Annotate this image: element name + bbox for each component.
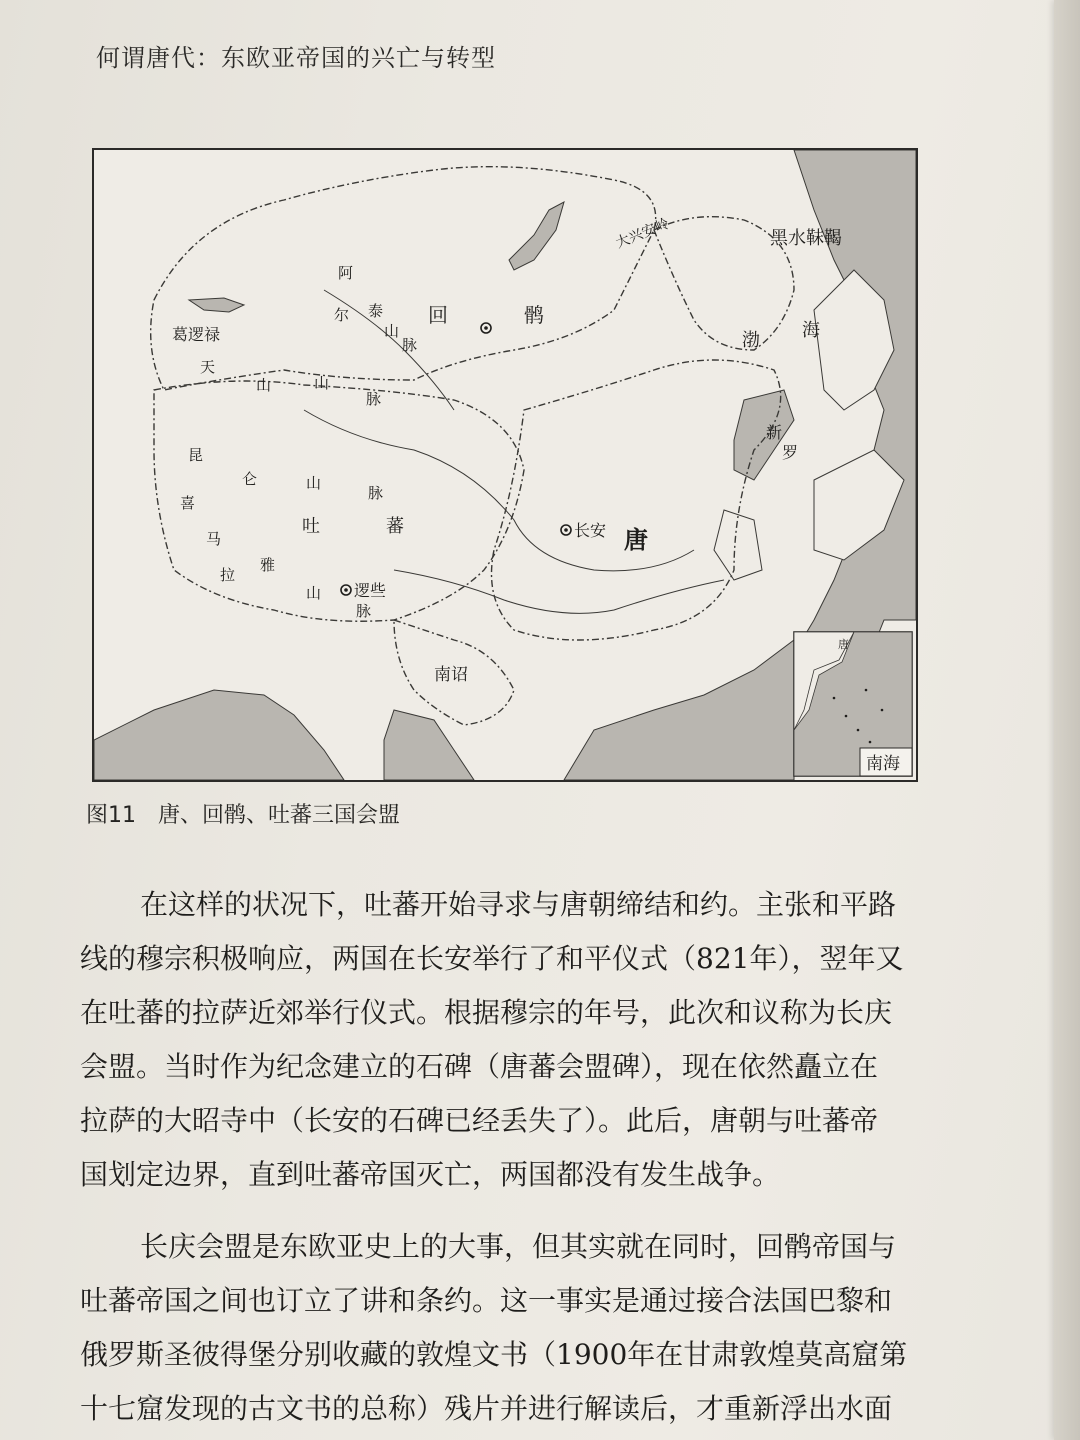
label-altai-mai: 脉 (402, 336, 418, 354)
label-altai-a: 阿 (338, 264, 354, 282)
inset-map-south-china-sea (794, 632, 912, 776)
label-himalaya-mai: 脉 (356, 602, 372, 620)
paragraph-1-line-1: 在这样的状况下，吐蕃开始寻求与唐朝缔结和约。主张和平路 (140, 888, 897, 921)
label-tianshan-shan2: 山 (314, 374, 330, 392)
paragraph-1-line-2: 线的穆宗积极响应，两国在长安举行了和平仪式（821年），翌年又 (80, 942, 904, 975)
label-tubo-tu: 吐 (302, 516, 320, 537)
label-xinluo-xin: 新 (766, 423, 783, 442)
figure-number: 图11 (86, 803, 136, 828)
paragraph-1-line-4: 会盟。当时作为纪念建立的石碑（唐蕃会盟碑），现在依然矗立在 (80, 1050, 879, 1083)
label-daxinganling: 大兴安岭 (613, 215, 672, 252)
label-kunlun-lun: 仑 (242, 470, 258, 488)
label-tang: 唐 (624, 525, 648, 554)
label-luoxie: 逻些 (354, 581, 387, 600)
label-himalaya-shan: 山 (306, 584, 322, 602)
label-kunlun-kun: 昆 (188, 446, 204, 464)
label-tubo-fan: 蕃 (386, 516, 404, 537)
capital-marker-luoxie-dot (344, 588, 348, 592)
label-geluolu: 葛逻禄 (172, 325, 221, 344)
label-kunlun-shan: 山 (306, 474, 322, 492)
label-changan: 长安 (574, 521, 607, 540)
paragraph-1-line-6: 国划定边界，直到吐蕃帝国灭亡，两国都没有发生战争。 (80, 1158, 781, 1191)
label-heishui-mohe: 黑水靺鞨 (770, 228, 842, 249)
label-altai-er: 尔 (334, 306, 350, 324)
figure-caption-text: 唐、回鹘、吐蕃三国会盟 (158, 803, 401, 828)
label-tianshan-tian: 天 (200, 358, 216, 376)
paragraph-1-line-5: 拉萨的大昭寺中（长安的石碑已经丢失了）。此后，唐朝与吐蕃帝 (80, 1104, 879, 1137)
paragraph-2-line-3: 俄罗斯圣彼得堡分别收藏的敦煌文书（1900年在甘肃敦煌莫高窟第 (80, 1338, 908, 1371)
map-svg (94, 150, 916, 780)
paragraph-2-line-1: 长庆会盟是东欧亚史上的大事，但其实就在同时，回鹘帝国与 (140, 1230, 897, 1263)
label-altai-tai: 泰 (368, 302, 384, 320)
label-nanzhao: 南诏 (434, 665, 468, 685)
label-xinluo-luo: 罗 (782, 443, 799, 462)
inset-label-nanhai: 南海 (866, 754, 900, 774)
label-himalaya-ya: 雅 (260, 556, 276, 574)
page-edge (1054, 0, 1080, 1440)
label-himalaya-ma: 马 (206, 530, 222, 548)
label-tianshan-mai: 脉 (366, 390, 382, 408)
label-himalaya-la: 拉 (220, 566, 236, 584)
label-altai-shan: 山 (384, 322, 400, 340)
body-text (80, 878, 910, 1436)
capital-marker-changan-dot (564, 528, 568, 532)
inset-label-tang: 唐 (838, 638, 849, 651)
label-bohai-hai: 海 (802, 320, 820, 341)
figure-caption (86, 798, 400, 829)
capital-marker-ordu-baliq-dot (484, 326, 488, 330)
label-bohai-bo: 渤 (742, 330, 760, 351)
label-huihe-hui: 回 (428, 303, 448, 327)
paragraph-2-line-4: 十七窟发现的古文书的总称）残片并进行解读后，才重新浮出水面 (80, 1392, 893, 1425)
running-head-title: 何谓唐代：东欧亚帝国的兴亡与转型 (96, 44, 496, 72)
paragraph-2-line-2: 吐蕃帝国之间也订立了讲和条约。这一事实是通过接合法国巴黎和 (80, 1284, 893, 1317)
label-kunlun-mai: 脉 (368, 484, 384, 502)
label-huihe-hu: 鹘 (524, 303, 544, 327)
label-tianshan-shan1: 山 (256, 376, 272, 394)
label-himalaya-xi: 喜 (180, 494, 196, 512)
map-figure (92, 148, 918, 782)
paragraph-1-line-3: 在吐蕃的拉萨近郊举行仪式。根据穆宗的年号，此次和议称为长庆 (80, 996, 893, 1029)
